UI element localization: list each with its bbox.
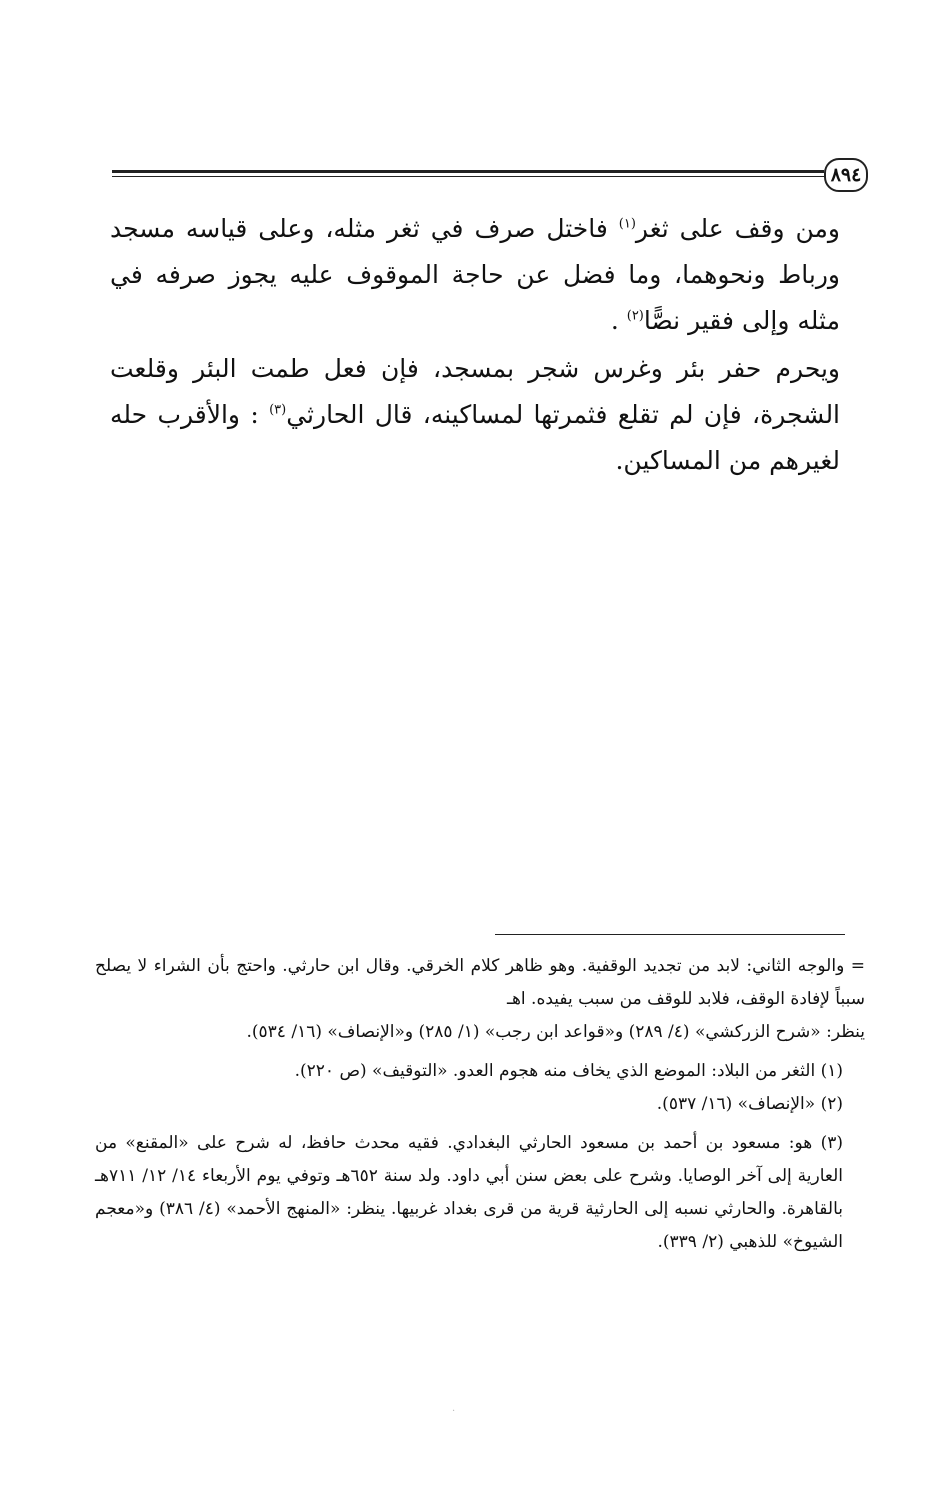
footnote-continuation: = والوجه الثاني: لابد من تجديد الوقفية. وهو ظاهر كلام الخرقي. وقال ابن حارثي. واحتج بأن الشراء لا يصلح سبباً لإفادة الوقف، فلابد للوقف من سبب يفيده. اهـ [95, 956, 865, 1009]
footnote-divider [495, 934, 845, 935]
footnote-continuation-ref: ينظر: «شرح الزركشي» (٤/ ٢٨٩) و«قواعد ابن رجب» (١/ ٢٨٥) و«الإنصاف» (١٦/ ٥٣٤). [246, 1022, 865, 1042]
paragraph-text: . [610, 306, 627, 335]
footnote-3: (٣) هو: مسعود بن أحمد بن مسعود الحارثي البغدادي. فقيه محدث حافظ، له شرح على «المقنع» من العارية إلى آخر الوصايا. وشرح على بعض سنن أبي داود. ولد سنة ٦٥٢هـ وتوفي يوم الأربعاء ١٤/ ١٢/ ٧١١هـ بالقاهرة. والحارثي نسبه إلى الحارثية قرية من قرى بغداد غربيها. ينظر: «المنهج الأحمد» (٤/ ٣٨٦) و«معجم الشيوخ» للذهبي (٢/ ٣٣٩). [95, 1133, 843, 1252]
header-rule-thin [112, 176, 824, 177]
paragraph-text: : والأقرب حله لغيرهم من المساكين. [110, 400, 840, 475]
page-header [0, 158, 950, 188]
scan-speck: · [452, 1406, 456, 1417]
footnote-2: (٢) «الإنصاف» (١٦/ ٥٣٧). [656, 1094, 843, 1114]
paragraph-text: فاختل صرف في ثغر مثله، وعلى قياسه مسجد ورباط ونحوهما، وما فضل عن حاجة الموقوف عليه يجوز صرفه في مثله وإلى فقير نصًّا [110, 214, 840, 335]
footnote-ref-1[interactable]: (١) [618, 216, 636, 232]
footnote-ref-3[interactable]: (٣) [269, 402, 287, 418]
footnote-ref-2[interactable]: (٢) [626, 308, 644, 324]
footnote-1: (١) الثغر من البلاد: الموضع الذي يخاف منه هجوم العدو. «التوقيف» (ص ٢٢٠). [294, 1061, 843, 1081]
header-rule-thick [112, 170, 824, 173]
paragraph-text: ويحرم حفر بئر وغرس شجر بمسجد، فإن فعل طمت البئر وقلعت الشجرة، فإن لم تقلع فثمرتها لمساكينه، قال الحارثي [110, 354, 841, 429]
main-paragraph [110, 206, 840, 344]
main-text [110, 206, 840, 486]
footnotes [95, 950, 865, 1259]
main-paragraph [110, 346, 840, 484]
page-number: ٨٩٤ [824, 158, 868, 192]
paragraph-text: ومن وقف على ثغر [635, 214, 840, 243]
